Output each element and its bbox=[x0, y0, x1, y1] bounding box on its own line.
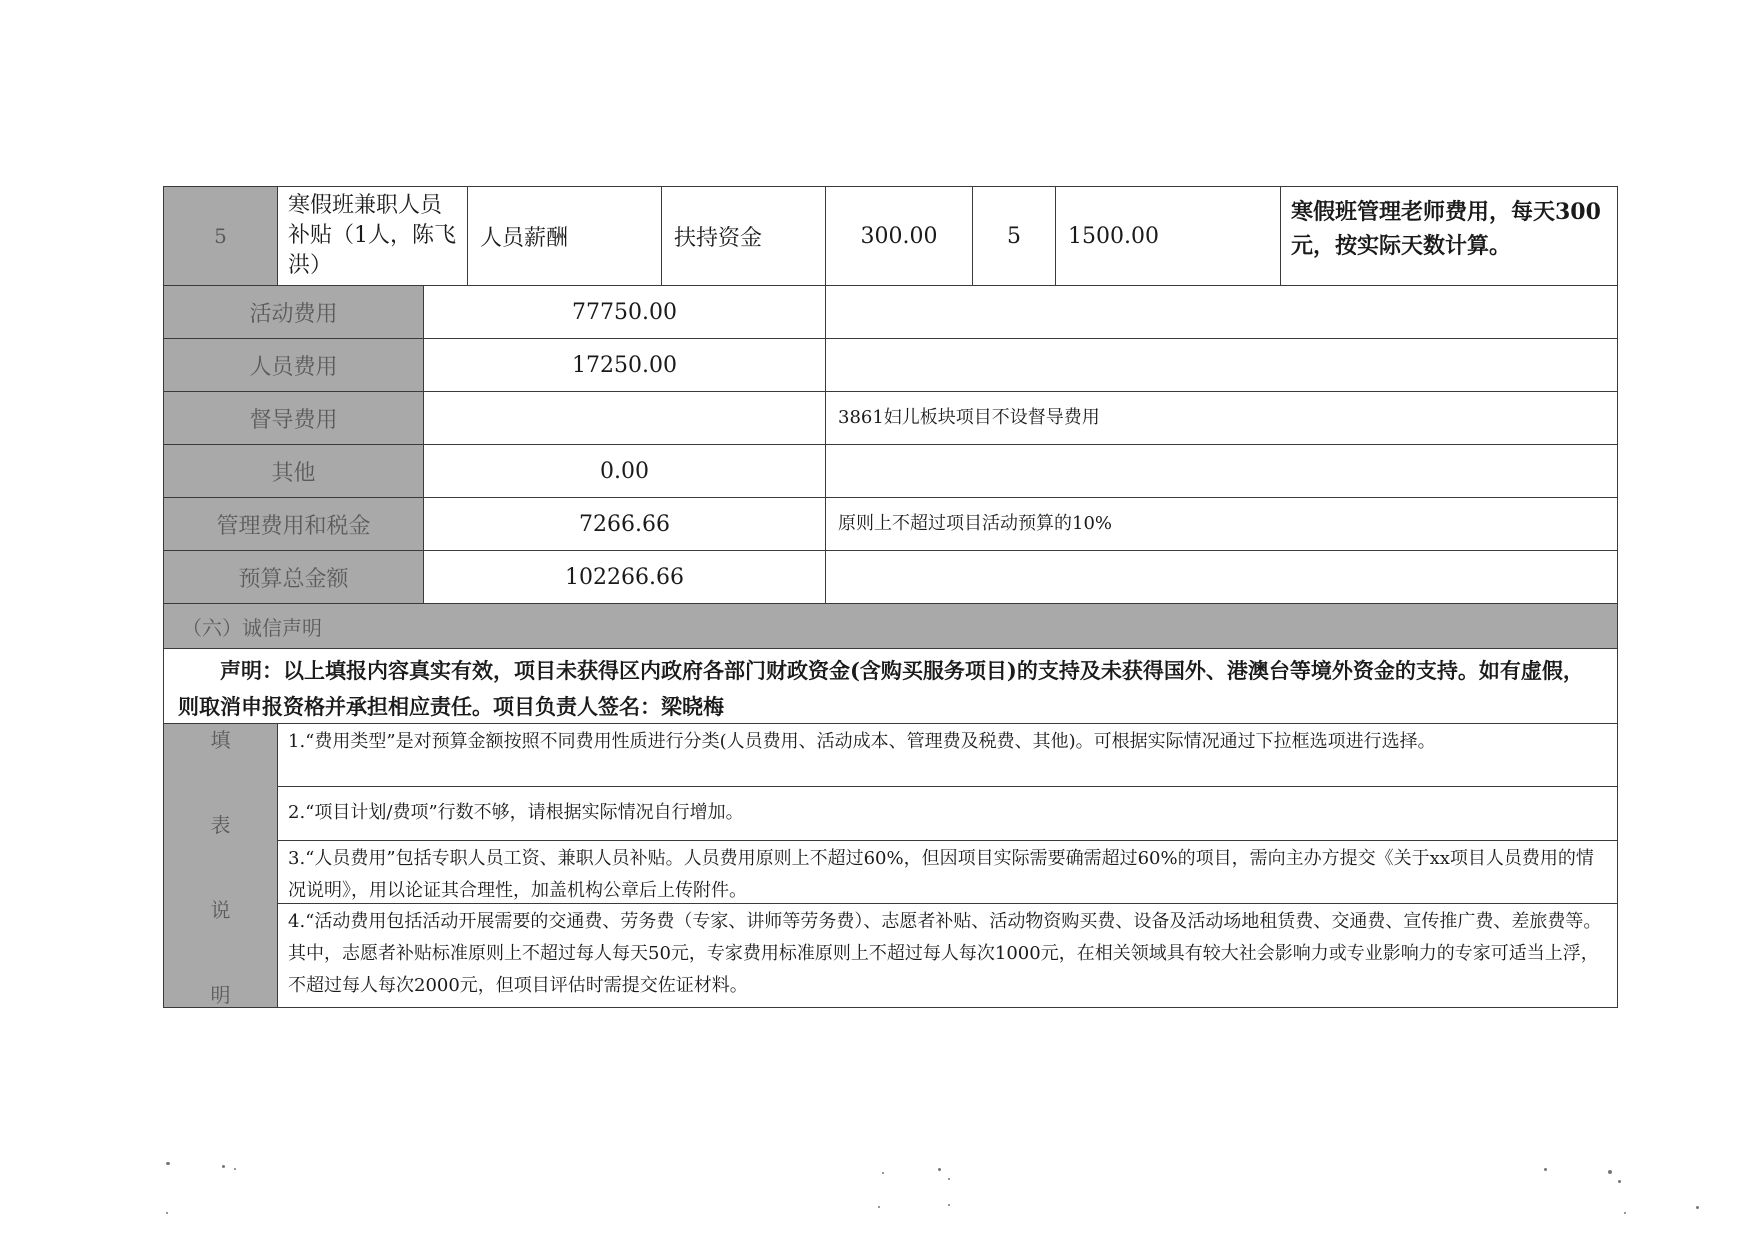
summary-note-total-budget bbox=[825, 550, 1618, 604]
scan-speck bbox=[1608, 1170, 1612, 1174]
summary-label-supervision: 督导费用 bbox=[163, 391, 424, 445]
summary-note-personnel bbox=[825, 338, 1618, 392]
scan-speck bbox=[948, 1178, 950, 1180]
integrity-statement: 声明：以上填报内容真实有效，项目未获得区内政府各部门财政资金(含购买服务项目)的支持及未获得国外、港澳台等境外资金的支持。如有虚假，则取消申报资格并承担相应责任。项目负责人签名：梁晓梅 bbox=[163, 648, 1618, 724]
instruction-item-3: 3.“人员费用”包括专职人员工资、兼职人员补贴。人员费用原则上不超过60%，但因项目实际需要确需超过60%的项目，需向主办方提交《关于xx项目人员费用的情况说明》，用以论证其合理性，加盖机构公章后上传附件。 bbox=[277, 840, 1618, 904]
summary-label-total-budget: 预算总金额 bbox=[163, 550, 424, 604]
summary-note-activity bbox=[825, 285, 1618, 339]
row-unit-price: 300.00 bbox=[825, 186, 973, 286]
scan-speck bbox=[166, 1162, 170, 1165]
scan-speck bbox=[882, 1172, 884, 1174]
summary-value-total-budget: 102266.66 bbox=[423, 550, 826, 604]
instructions-label bbox=[163, 723, 278, 1008]
row-quantity: 5 bbox=[972, 186, 1056, 286]
instructions-label-char: 表 bbox=[210, 812, 231, 837]
summary-value-activity: 77750.00 bbox=[423, 285, 826, 339]
scan-speck bbox=[1624, 1212, 1626, 1214]
scan-speck bbox=[938, 1168, 941, 1171]
scan-speck bbox=[1544, 1168, 1547, 1171]
scan-speck bbox=[1618, 1180, 1621, 1183]
scan-speck bbox=[234, 1168, 236, 1170]
summary-label-activity: 活动费用 bbox=[163, 285, 424, 339]
summary-label-personnel: 人员费用 bbox=[163, 338, 424, 392]
summary-label-management-tax: 管理费用和税金 bbox=[163, 497, 424, 551]
instruction-item-2: 2.“项目计划/费项”行数不够，请根据实际情况自行增加。 bbox=[277, 786, 1618, 841]
instructions-label-char: 填 bbox=[210, 727, 231, 752]
instructions-label-char: 明 bbox=[210, 982, 231, 1007]
instructions-label-char: 说 bbox=[210, 897, 231, 922]
summary-note-management-tax: 原则上不超过项目活动预算的10% bbox=[825, 497, 1618, 551]
scan-speck bbox=[166, 1212, 168, 1214]
instruction-item-4: 4.“活动费用包括活动开展需要的交通费、劳务费（专家、讲师等劳务费）、志愿者补贴、活动物资购买费、设备及活动场地租赁费、交通费、宣传推广费、差旅费等。其中，志愿者补贴标准原则上不超过每人每天50元，专家费用标准原则上不超过每人每次1000元，在相关领域具有较大社会影响力或专业影响力的专家可适当上浮，不超过每人每次2000元，但项目评估时需提交佐证材料。 bbox=[277, 903, 1618, 1008]
summary-value-other: 0.00 bbox=[423, 444, 826, 498]
summary-value-management-tax: 7266.66 bbox=[423, 497, 826, 551]
row-index: 5 bbox=[163, 186, 278, 286]
instruction-item-1: 1.“费用类型”是对预算金额按照不同费用性质进行分类(人员费用、活动成本、管理费及税费、其他)。可根据实际情况通过下拉框选项进行选择。 bbox=[277, 723, 1618, 787]
row-total: 1500.00 bbox=[1055, 186, 1281, 286]
summary-value-personnel: 17250.00 bbox=[423, 338, 826, 392]
row-item-name: 寒假班兼职人员补贴（1人，陈飞洪） bbox=[277, 186, 468, 286]
scan-speck bbox=[878, 1206, 880, 1208]
summary-label-other: 其他 bbox=[163, 444, 424, 498]
integrity-section-title: （六）诚信声明 bbox=[163, 603, 1618, 649]
summary-note-other bbox=[825, 444, 1618, 498]
row-expense-category: 人员薪酬 bbox=[467, 186, 662, 286]
row-funding-source: 扶持资金 bbox=[661, 186, 826, 286]
scan-speck bbox=[1696, 1206, 1699, 1209]
summary-value-supervision bbox=[423, 391, 826, 445]
scan-speck bbox=[948, 1204, 950, 1206]
summary-note-supervision: 3861妇儿板块项目不设督导费用 bbox=[825, 391, 1618, 445]
row-remark: 寒假班管理老师费用，每天300元，按实际天数计算。 bbox=[1280, 186, 1618, 286]
scan-speck bbox=[222, 1165, 225, 1168]
